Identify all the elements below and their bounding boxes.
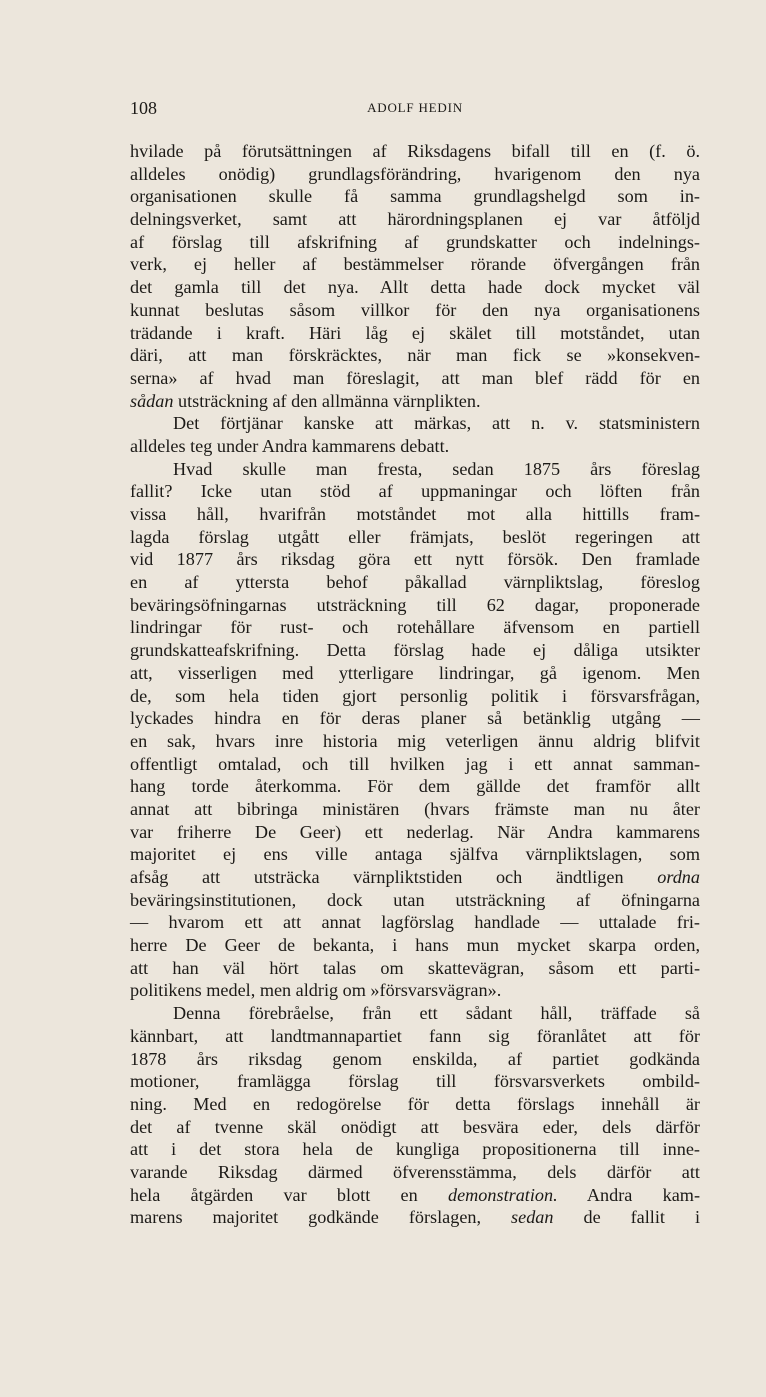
text-line bbox=[130, 843, 700, 866]
text-line bbox=[130, 979, 700, 1002]
text-segment: en sak, hvars inre historia mig veterligen ännu aldrig blifvit bbox=[130, 730, 700, 751]
text-segment: lyckades hindra en för deras planer så betänklig utgång — bbox=[130, 708, 700, 729]
paragraph bbox=[130, 1002, 700, 1229]
text-line bbox=[130, 707, 700, 730]
text-line bbox=[130, 548, 700, 571]
text-line bbox=[130, 866, 700, 889]
text-line bbox=[130, 208, 700, 231]
text-segment: hela åtgärden var blott en bbox=[130, 1184, 448, 1205]
text-line bbox=[130, 889, 700, 912]
text-line bbox=[130, 934, 700, 957]
text-segment: organisationen skulle få samma grundlagshelgd som in- bbox=[130, 186, 700, 207]
text-segment: offentligt omtalad, och till hvilken jag i ett annat samman- bbox=[130, 753, 700, 774]
text-line bbox=[130, 662, 700, 685]
text-segment: beväringsinstitutionen, dock utan utsträckning af öfningarna bbox=[130, 889, 700, 910]
text-line bbox=[130, 1048, 700, 1071]
text-segment: beväringsöfningarnas utsträckning till 62 dagar, proponerade bbox=[130, 594, 700, 615]
text-line bbox=[130, 775, 700, 798]
text-line bbox=[130, 185, 700, 208]
text-line bbox=[130, 1002, 700, 1025]
text-segment: 1878 års riksdag genom enskilda, af partiet godkända bbox=[130, 1048, 700, 1069]
text-line bbox=[130, 503, 700, 526]
text-segment: däri, att man förskräcktes, när man fick se »konsekven- bbox=[130, 345, 700, 366]
text-line bbox=[130, 1116, 700, 1139]
text-segment: lagda förslag utgått eller främjats, beslöt regeringen att bbox=[130, 526, 700, 547]
paragraph bbox=[130, 458, 700, 1003]
text-segment: annat att bibringa ministären (hvars främste man nu åter bbox=[130, 798, 700, 819]
text-segment: hvilade på förutsättningen af Riksdagens bifall till en (f. ö. bbox=[130, 141, 700, 161]
page-header bbox=[130, 98, 700, 122]
text-segment: serna» af hvad man föreslagit, att man blef rädd för en bbox=[130, 367, 700, 388]
text-line bbox=[130, 571, 700, 594]
text-segment: — hvarom ett att annat lagförslag handlade — uttalade fri- bbox=[130, 912, 700, 933]
text-line bbox=[130, 798, 700, 821]
text-segment: en af yttersta behof påkallad värnpliktslag, föreslog bbox=[130, 572, 700, 593]
body-text bbox=[130, 140, 700, 1229]
italic-text: ordna bbox=[657, 867, 700, 887]
text-segment: utsträckning af den allmänna värnplikten. bbox=[173, 390, 481, 411]
text-segment: Andra kam- bbox=[557, 1184, 700, 1205]
text-segment: af förslag till afskrifning af grundskatter och indelnings- bbox=[130, 231, 700, 252]
text-segment: Hvad skulle man fresta, sedan 1875 års föreslag bbox=[173, 458, 700, 479]
text-line bbox=[130, 639, 700, 662]
text-segment: alldeles onödig) grundlagsförändring, hvarigenom den nya bbox=[130, 163, 700, 184]
text-line bbox=[130, 435, 700, 458]
text-line bbox=[130, 753, 700, 776]
text-line bbox=[130, 957, 700, 980]
text-line bbox=[130, 1025, 700, 1048]
text-line bbox=[130, 412, 700, 435]
text-segment: afsåg att utsträcka värnpliktstiden och ändtligen bbox=[130, 867, 658, 887]
text-line bbox=[130, 367, 700, 390]
text-segment: varande Riksdag därmed öfverensstämma, dels därför att bbox=[130, 1161, 700, 1182]
text-segment: att, visserligen med ytterligare lindringar, gå igenom. Men bbox=[130, 662, 700, 683]
text-line bbox=[130, 344, 700, 367]
text-segment: hang torde återkomma. För dem gällde det framför allt bbox=[130, 776, 700, 797]
text-segment: alldeles teg under Andra kammarens debatt. bbox=[130, 435, 450, 456]
text-segment: Det förtjänar kanske att märkas, att n. v. statsministern bbox=[173, 413, 700, 434]
text-line bbox=[130, 322, 700, 345]
paragraph bbox=[130, 140, 700, 412]
text-line bbox=[130, 616, 700, 639]
text-segment: verk, ej heller af bestämmelser rörande öfvergången från bbox=[130, 254, 700, 275]
text-segment: delningsverket, samt att härordningsplanen ej var åtföljd bbox=[130, 209, 700, 230]
text-line bbox=[130, 1070, 700, 1093]
text-line bbox=[130, 730, 700, 753]
text-segment: trädande i kraft. Häri låg ej skälet till motståndet, utan bbox=[130, 322, 700, 343]
text-segment: var friherre De Geer) ett nederlag. När Andra kammarens bbox=[130, 821, 700, 842]
text-segment: lindringar för rust- och rotehållare äfvensom en partiell bbox=[130, 617, 700, 638]
text-line bbox=[130, 1206, 700, 1229]
text-segment: kännbart, att landtmannapartiet fann sig föranlåtet att för bbox=[130, 1025, 700, 1046]
text-line bbox=[130, 1184, 700, 1207]
text-segment: motioner, framlägga förslag till försvarsverkets ombild- bbox=[130, 1071, 700, 1092]
text-segment: att han väl hört talas om skattevägran, såsom ett parti- bbox=[130, 957, 700, 978]
text-segment: vid 1877 års riksdag göra ett nytt försök. Den framlade bbox=[130, 549, 700, 570]
paragraph bbox=[130, 412, 700, 457]
text-segment: det af tvenne skäl onödigt att besvära eder, dels därför bbox=[130, 1116, 700, 1137]
text-segment: politikens medel, men aldrig om »försvarsvägran». bbox=[130, 980, 502, 1001]
text-line bbox=[130, 458, 700, 481]
text-segment: fallit? Icke utan stöd af uppmaningar och löften från bbox=[130, 481, 700, 502]
text-segment: det gamla till det nya. Allt detta hade dock mycket väl bbox=[130, 277, 700, 298]
text-segment: kunnat beslutas såsom villkor för den nya organisationens bbox=[130, 299, 700, 320]
text-segment: vissa håll, hvarifrån motståndet mot alla hittills fram- bbox=[130, 504, 700, 524]
text-segment: att i det stora hela de kungliga propositionerna till inne- bbox=[130, 1139, 700, 1160]
text-segment: herre De Geer de bekanta, i hans mun mycket skarpa orden, bbox=[130, 935, 700, 956]
page-number: 108 bbox=[130, 98, 157, 118]
text-line bbox=[130, 480, 700, 503]
text-line bbox=[130, 821, 700, 844]
running-head: ADOLF HEDIN bbox=[367, 100, 463, 115]
text-line bbox=[130, 1138, 700, 1161]
text-line bbox=[130, 911, 700, 934]
text-line bbox=[130, 163, 700, 186]
text-line bbox=[130, 685, 700, 708]
text-line bbox=[130, 390, 700, 413]
text-line bbox=[130, 253, 700, 276]
text-line bbox=[130, 594, 700, 617]
text-segment: Denna förebråelse, från ett sådant håll, träffade så bbox=[173, 1003, 700, 1024]
text-segment: grundskatteafskrifning. Detta förslag hade ej dåliga utsikter bbox=[130, 640, 700, 661]
text-segment: ning. Med en redogörelse för detta förslags innehåll är bbox=[130, 1093, 700, 1114]
text-line bbox=[130, 231, 700, 254]
text-line bbox=[130, 1161, 700, 1184]
text-line bbox=[130, 140, 700, 163]
italic-text: demonstration. bbox=[448, 1184, 558, 1205]
italic-text: sedan bbox=[511, 1207, 554, 1228]
text-segment: majoritet ej ens ville antaga själfva värnpliktslagen, som bbox=[130, 844, 700, 865]
italic-text: sådan bbox=[130, 390, 174, 411]
text-line bbox=[130, 299, 700, 322]
text-line bbox=[130, 276, 700, 299]
text-line bbox=[130, 526, 700, 549]
text-segment: de, som hela tiden gjort personlig politik i försvarsfrågan, bbox=[130, 685, 700, 706]
text-segment: de fallit i bbox=[553, 1207, 700, 1228]
text-segment: marens majoritet godkände förslagen, bbox=[130, 1207, 512, 1228]
text-line bbox=[130, 1093, 700, 1116]
